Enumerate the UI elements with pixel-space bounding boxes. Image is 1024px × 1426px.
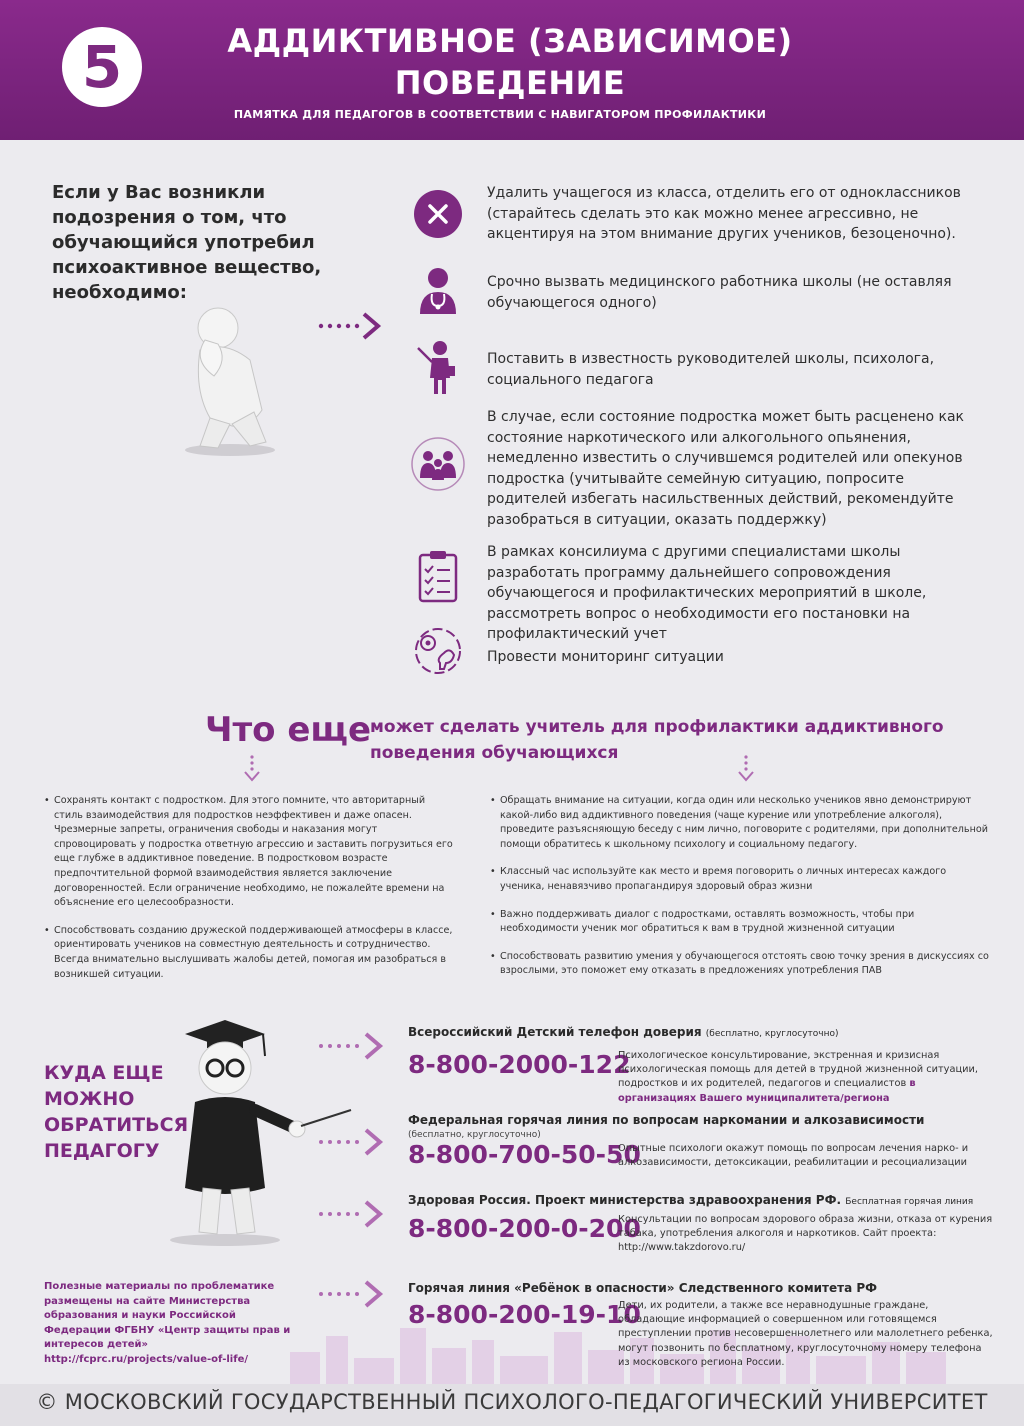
hotline-3-description: Консультации по вопросам здорового образа жизни, отказа от курения табака, употребления алкоголя и наркотиков. Сайт проекта: http://www.takzdorovo.ru/	[618, 1214, 993, 1254]
step-3-text: Поставить в известность руководителей школы, психолога, социального педагога	[487, 351, 935, 388]
step-5-text: В рамках консилиума с другими специалистами школы разработать программу дальнейшего сопровождения обучающегося и профилактических мероприятий в школе, рассмотреть вопрос о необходимости его постановки на профилактический учет	[487, 544, 927, 642]
list-item: • Способствовать развитию умения у обучающегося отстоять свою точку зрения в дискуссиях со взрослыми, это поможет ему отказать в предложениях употребления ПАВ	[500, 950, 990, 979]
hotline-1-title: Всероссийский Детский телефон доверия (бесплатно, круглосуточно)	[408, 1025, 839, 1039]
hotline-2-number: 8-800-700-50-50	[408, 1140, 641, 1169]
hotline-3-number: 8-800-200-0-200	[408, 1214, 641, 1243]
hotline-2-description: Опытные психологи окажут помощь по вопросам лечения нарко- и алкозависимости, детоксикации, реабилитации и ресоциализации	[618, 1143, 969, 1169]
what-else-subheading: может сделать учитель для профилактики аддиктивного поведения обучающихся	[370, 717, 944, 763]
hotline-2-note: (бесплатно, круглосуточно)	[408, 1130, 541, 1140]
dotted-arrow-icon	[318, 1198, 388, 1230]
hotline-4-title: Горячая линия «Ребёнок в опасности» Следственного комитета РФ	[408, 1281, 878, 1295]
list-item: • Способствовать созданию дружеской поддерживающей атмосферы в классе, ориентировать учеников на совместную деятельность и сотрудничество. Всегда внимательно выслушивать жалобы детей, помогая им разобраться в возникшей ситуации.	[54, 924, 454, 982]
down-arrow-icon	[242, 754, 262, 784]
checklist-icon	[410, 549, 466, 605]
title-line-1: АДДИКТИВНОЕ (ЗАВИСИМОЕ)	[227, 22, 793, 60]
hotline-2-title: Федеральная горячая линия по вопросам наркомании и алкозависимости	[408, 1113, 925, 1127]
hotline-1-number: 8-800-2000-122	[408, 1050, 631, 1079]
doctor-icon	[410, 262, 466, 318]
hotline-4-number: 8-800-200-19-10	[408, 1300, 641, 1329]
list-item: • Классный час используйте как место и время поговорить о личных интересах каждого ученика, ненавязчиво пропагандируя здоровый образ жизни	[500, 865, 990, 894]
where-else-heading: КУДА ЕЩЕ МОЖНО ОБРАТИТЬСЯ ПЕДАГОГУ	[44, 1062, 189, 1162]
tips-left-list	[44, 794, 454, 995]
tips-right-list	[490, 794, 990, 992]
intro-text: Если у Вас возникли подозрения о том, что обучающийся употребил психоактивное вещество, необходимо:	[52, 182, 322, 303]
list-item: • Обращать внимание на ситуации, когда один или несколько учеников явно демонстрируют какой-либо вид аддиктивного поведения (чаще курение или употребление алкоголя), проведите разъясняющую беседу с ним лично, поговорите с родителями, при дополнительной помощи обратитесь к школьному психологу и социальному педагогу.	[500, 794, 990, 852]
step-6-text: Провести мониторинг ситуации	[487, 649, 724, 665]
what-else-heading: Что еще	[205, 710, 372, 750]
dotted-arrow-icon	[318, 1030, 388, 1062]
dotted-arrow-icon	[318, 1126, 388, 1158]
channel-5-logo: 5	[62, 27, 142, 107]
family-icon	[410, 436, 466, 492]
header-banner	[0, 0, 1024, 140]
hotline-4-description: Дети, их родители, а также все неравнодушные граждане, обладающие информацией о совершенном или готовящемся преступлении против несовершеннолетнего или малолетнего ребенка, могут позвонить по бесплатному, круглосуточному номеру телефона из московского региона России.	[618, 1300, 993, 1368]
hotline-1-description: Психологическое консультирование, экстренная и кризисная психологическая помощь для детей в трудной жизненной ситуации, подростков и их родителей, педагогов и специалистов в организациях Вашего муниципалитета/региона	[618, 1050, 978, 1104]
step-4-text: В случае, если состояние подростка может быть расценено как состояние наркотического или алкогольного опьянения, немедленно известить о случившемся родителей или опекунов подростка (учитывайте семейную ситуацию, попросите родителей избегать насильственных действий, рекомендуйте разобраться в ситуации, оказать поддержку)	[487, 409, 964, 528]
footer-copyright: © МОСКОВСКИЙ ГОСУДАРСТВЕННЫЙ ПСИХОЛОГО-ПЕДАГОГИЧЕСКИЙ УНИВЕРСИТЕТ	[0, 1384, 1024, 1426]
dotted-arrow-icon	[318, 1278, 388, 1310]
list-item: • Сохранять контакт с подростком. Для этого помните, что авторитарный стиль взаимодействия для подростков неэффективен и даже опасен. Чрезмерные запреты, ограничения свободы и наказания могут спровоцировать у подростка ответную агрессию и заставить погрузиться его еще глубже в аддиктивное поведение. В подростковом возрасте предпочтительной формой взаимодействия является заключение договоренностей. Если ограничение необходимо, не пожалейте времени на объяснение его целесообразности.	[54, 794, 454, 911]
sad-person-figure	[170, 300, 290, 460]
monitoring-icon	[410, 623, 466, 679]
step-2-text: Срочно вызвать медицинского работника школы (не оставляя обучающегося одного)	[487, 274, 952, 311]
materials-note: Полезные материалы по проблематике размещены на сайте Министерства образования и науки Российской Федерации ФГБНУ «Центр защиты прав и интересов детей» http://fcprc.ru/projects/value-of-life/	[44, 1281, 291, 1365]
title-line-2: ПОВЕДЕНИЕ	[394, 64, 626, 102]
step-1-text: Удалить учащегося из класса, отделить его от одноклассников (старайтесь сделать это как можно менее агрессивно, не акцентируя на этом внимание других учеников, безоценочно).	[487, 185, 961, 242]
dotted-arrow-icon	[318, 310, 384, 342]
hotline-3-title: Здоровая Россия. Проект министерства здравоохранения РФ. Бесплатная горячая линия	[408, 1193, 974, 1207]
list-item: • Важно поддерживать диалог с подростками, оставлять возможность, чтобы при необходимости ученик мог обратиться к вам в трудной жизненной ситуации	[500, 908, 990, 937]
subtitle: ПАМЯТКА ДЛЯ ПЕДАГОГОВ В СООТВЕТСТВИИ С НАВИГАТОРОМ ПРОФИЛАКТИКИ	[233, 108, 767, 121]
close-icon	[410, 186, 466, 242]
down-arrow-icon	[736, 754, 756, 784]
teacher-icon	[410, 338, 466, 394]
